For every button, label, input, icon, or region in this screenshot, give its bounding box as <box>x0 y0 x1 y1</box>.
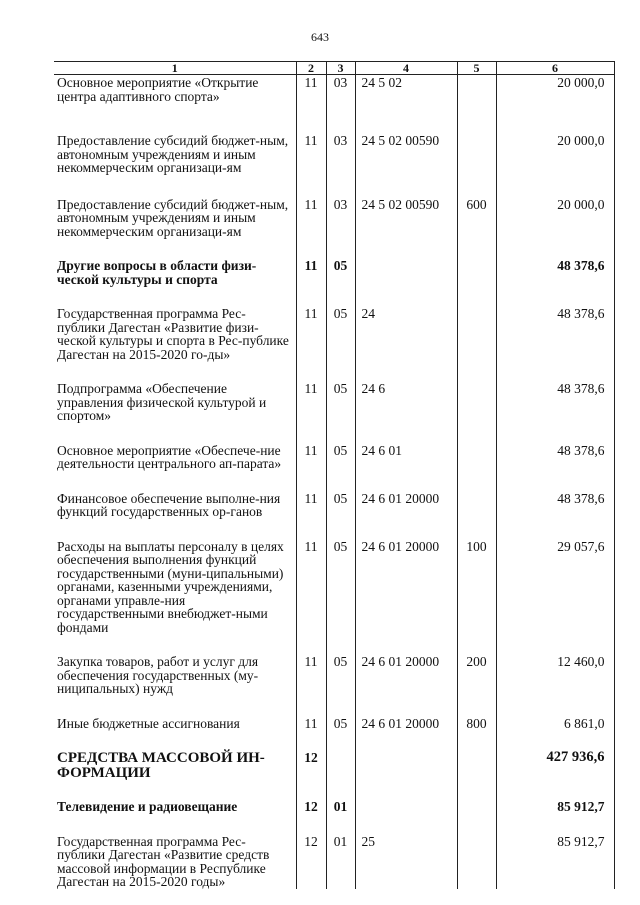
row-name: Подпрограмма «Обеспечение управления физической культурой и спортом» <box>54 381 296 443</box>
row-subsection: 05 <box>326 654 355 716</box>
row-name: Государственная программа Рес-публики Дагестан «Развитие средств массовой информации в Республике Дагестан на 2015-2020 годы» <box>54 834 296 889</box>
row-section: 11 <box>296 443 326 491</box>
row-amount: 29 057,6 <box>496 539 614 655</box>
row-subsection: 05 <box>326 491 355 539</box>
col-header-expense-type: 5 <box>457 62 496 75</box>
row-section: 12 <box>296 750 326 799</box>
row-target-article: 25 <box>355 834 457 889</box>
row-amount: 427 936,6 <box>496 750 614 799</box>
col-header-amount: 6 <box>496 62 614 75</box>
row-subsection: 05 <box>326 443 355 491</box>
row-name: Телевидение и радиовещание <box>54 799 296 834</box>
row-name: Закупка товаров, работ и услуг для обеспечения государственных (му-ниципальных) нужд <box>54 654 296 716</box>
row-amount: 20 000,0 <box>496 133 614 197</box>
row-section: 11 <box>296 258 326 306</box>
row-target-article <box>355 799 457 834</box>
row-subsection: 03 <box>326 197 355 259</box>
col-header-target-article: 4 <box>355 62 457 75</box>
row-target-article: 24 5 02 <box>355 75 457 134</box>
row-target-article: 24 <box>355 306 457 381</box>
row-expense-type <box>457 443 496 491</box>
row-expense-type <box>457 834 496 889</box>
row-subsection: 05 <box>326 258 355 306</box>
row-section: 11 <box>296 197 326 259</box>
row-target-article <box>355 750 457 799</box>
budget-table <box>54 61 615 889</box>
row-target-article: 24 6 01 20000 <box>355 654 457 716</box>
row-section: 12 <box>296 834 326 889</box>
row-name: Основное мероприятие «Обеспече-ние деятельности центрального ап-парата» <box>54 443 296 491</box>
row-expense-type: 800 <box>457 716 496 751</box>
row-amount: 20 000,0 <box>496 75 614 134</box>
row-target-article <box>355 258 457 306</box>
table-row <box>54 306 614 381</box>
row-amount: 85 912,7 <box>496 834 614 889</box>
row-subsection: 03 <box>326 133 355 197</box>
row-subsection <box>326 750 355 799</box>
row-expense-type <box>457 381 496 443</box>
row-target-article: 24 5 02 00590 <box>355 133 457 197</box>
table-row <box>54 750 614 799</box>
row-section: 11 <box>296 654 326 716</box>
row-amount: 48 378,6 <box>496 306 614 381</box>
table-row <box>54 834 614 889</box>
row-amount: 6 861,0 <box>496 716 614 751</box>
row-target-article: 24 6 01 <box>355 443 457 491</box>
row-amount: 48 378,6 <box>496 381 614 443</box>
row-name: Другие вопросы в области физи-ческой культуры и спорта <box>54 258 296 306</box>
table-row <box>54 381 614 443</box>
col-header-subsection: 3 <box>326 62 355 75</box>
table-row <box>54 539 614 655</box>
row-amount: 85 912,7 <box>496 799 614 834</box>
page-number: 643 <box>311 30 329 44</box>
row-expense-type <box>457 491 496 539</box>
header-row <box>54 62 614 75</box>
table-row <box>54 75 614 134</box>
row-section: 11 <box>296 491 326 539</box>
row-name: Предоставление субсидий бюджет-ным, автономным учреждениям и иным некоммерческим организаци-ям <box>54 197 296 259</box>
row-target-article: 24 6 01 20000 <box>355 491 457 539</box>
row-expense-type: 600 <box>457 197 496 259</box>
row-name: Предоставление субсидий бюджет-ным, автономным учреждениям и иным некоммерческим организаци-ям <box>54 133 296 197</box>
table-row <box>54 654 614 716</box>
col-header-section: 2 <box>296 62 326 75</box>
table-body <box>54 75 614 889</box>
row-subsection: 05 <box>326 539 355 655</box>
row-expense-type <box>457 750 496 799</box>
table-row <box>54 491 614 539</box>
table-row <box>54 133 614 197</box>
row-expense-type: 100 <box>457 539 496 655</box>
row-subsection: 01 <box>326 799 355 834</box>
row-name: Расходы на выплаты персоналу в целях обеспечения выполнения функций государственными (муни-ципальными) органами, казенными учреждениями, органами управле-ния государственными внебюджет-ными фондами <box>54 539 296 655</box>
row-name: Основное мероприятие «Открытие центра адаптивного спорта» <box>54 75 296 134</box>
row-section: 11 <box>296 539 326 655</box>
col-header-name: 1 <box>54 62 296 75</box>
row-subsection: 05 <box>326 306 355 381</box>
row-expense-type: 200 <box>457 654 496 716</box>
row-target-article: 24 6 <box>355 381 457 443</box>
table-row <box>54 716 614 751</box>
row-target-article: 24 5 02 00590 <box>355 197 457 259</box>
row-subsection: 05 <box>326 716 355 751</box>
row-target-article: 24 6 01 20000 <box>355 539 457 655</box>
row-amount: 48 378,6 <box>496 258 614 306</box>
row-expense-type <box>457 306 496 381</box>
row-target-article: 24 6 01 20000 <box>355 716 457 751</box>
row-section: 11 <box>296 75 326 134</box>
row-amount: 12 460,0 <box>496 654 614 716</box>
row-section: 11 <box>296 306 326 381</box>
table-row <box>54 197 614 259</box>
row-name: СРЕДСТВА МАССОВОЙ ИН-ФОРМАЦИИ <box>54 750 296 799</box>
row-section: 11 <box>296 133 326 197</box>
row-amount: 20 000,0 <box>496 197 614 259</box>
row-subsection: 03 <box>326 75 355 134</box>
row-section: 12 <box>296 799 326 834</box>
row-subsection: 01 <box>326 834 355 889</box>
table-row <box>54 443 614 491</box>
row-amount: 48 378,6 <box>496 443 614 491</box>
row-expense-type <box>457 258 496 306</box>
table-row <box>54 258 614 306</box>
row-name: Государственная программа Рес-публики Дагестан «Развитие физи-ческой культуры и спорта в Рес-публике Дагестан на 2015-2020 го-ды» <box>54 306 296 381</box>
row-expense-type <box>457 75 496 134</box>
row-subsection: 05 <box>326 381 355 443</box>
row-name: Финансовое обеспечение выполне-ния функций государственных ор-ганов <box>54 491 296 539</box>
row-amount: 48 378,6 <box>496 491 614 539</box>
row-expense-type <box>457 799 496 834</box>
table-row <box>54 799 614 834</box>
row-section: 11 <box>296 381 326 443</box>
row-name: Иные бюджетные ассигнования <box>54 716 296 751</box>
row-expense-type <box>457 133 496 197</box>
row-section: 11 <box>296 716 326 751</box>
